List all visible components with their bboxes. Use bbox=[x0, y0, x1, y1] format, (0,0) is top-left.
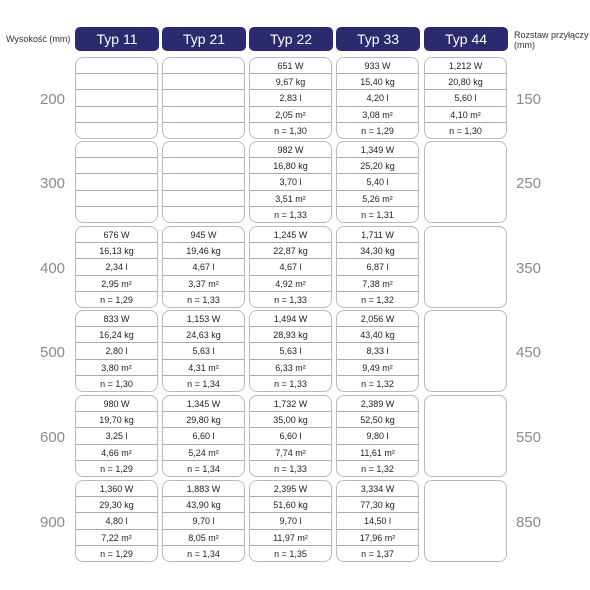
spec-cell-group bbox=[336, 395, 419, 477]
height-value: 300 bbox=[40, 175, 66, 192]
spec-value: 19,70 kg bbox=[76, 412, 157, 428]
spec-value bbox=[425, 292, 506, 308]
spec-value: 1,732 W bbox=[250, 396, 331, 412]
spec-value: 5,24 m² bbox=[163, 445, 244, 461]
spec-value bbox=[425, 513, 506, 529]
spec-value: n = 1,33 bbox=[274, 463, 307, 474]
spec-value: n = 1,32 bbox=[361, 294, 394, 305]
spec-value: 1,883 W bbox=[163, 481, 244, 497]
spec-value: 933 W bbox=[337, 58, 418, 74]
spec-value bbox=[76, 207, 157, 223]
spec-cell-group bbox=[424, 141, 507, 223]
spec-value: n = 1,35 bbox=[274, 548, 307, 559]
spec-cell-group bbox=[162, 395, 245, 477]
spec-cell-group bbox=[75, 57, 158, 139]
spec-value bbox=[76, 58, 157, 74]
spec-value: n = 1,30 bbox=[274, 125, 307, 136]
spec-value: n = 1,29 bbox=[361, 125, 394, 136]
spec-value: 6,60 l bbox=[163, 428, 244, 444]
spec-value: 9,70 l bbox=[250, 513, 331, 529]
spec-value bbox=[425, 158, 506, 174]
spec-value: n = 1,33 bbox=[274, 209, 307, 220]
spec-value: 4,10 m² bbox=[425, 107, 506, 123]
spec-value bbox=[163, 123, 244, 139]
spec-value bbox=[76, 90, 157, 106]
spec-value bbox=[76, 107, 157, 123]
spec-value: 11,61 m² bbox=[337, 445, 418, 461]
spec-value: n = 1,34 bbox=[187, 378, 220, 389]
spec-value bbox=[425, 191, 506, 207]
spec-value bbox=[425, 227, 506, 243]
height-value: 400 bbox=[40, 260, 66, 277]
spec-value: 34,30 kg bbox=[337, 243, 418, 259]
spec-value: 24,63 kg bbox=[163, 327, 244, 343]
spec-cell-group bbox=[75, 480, 158, 562]
spec-value: 1,345 W bbox=[163, 396, 244, 412]
spec-value: 833 W bbox=[76, 311, 157, 327]
spec-value: 29,80 kg bbox=[163, 412, 244, 428]
spec-value bbox=[425, 396, 506, 412]
spec-value bbox=[76, 191, 157, 207]
spec-cell-group bbox=[336, 226, 419, 308]
spacing-value: 850 bbox=[516, 514, 542, 531]
spec-value: n = 1,33 bbox=[187, 294, 220, 305]
spec-value: 9,80 l bbox=[337, 428, 418, 444]
spec-value: 2,80 l bbox=[76, 343, 157, 359]
spec-cell-group bbox=[249, 226, 332, 308]
spec-value: 77,30 kg bbox=[337, 497, 418, 513]
spec-value: 16,24 kg bbox=[76, 327, 157, 343]
spec-value: 945 W bbox=[163, 227, 244, 243]
spec-value: 7,22 m² bbox=[76, 530, 157, 546]
spec-cell-group bbox=[336, 141, 419, 223]
spec-value: 7,38 m² bbox=[337, 276, 418, 292]
spec-cell-group bbox=[162, 57, 245, 139]
spec-value: 2,056 W bbox=[337, 311, 418, 327]
spec-value bbox=[425, 412, 506, 428]
height-column-label: Wysokość (mm) bbox=[6, 34, 71, 44]
spec-value: 51,60 kg bbox=[250, 497, 331, 513]
spec-value: 8,33 l bbox=[337, 343, 418, 359]
spec-value bbox=[76, 123, 157, 139]
spec-value: n = 1,37 bbox=[361, 548, 394, 559]
spec-cell-group bbox=[162, 141, 245, 223]
spec-value bbox=[425, 259, 506, 275]
spec-value: 676 W bbox=[76, 227, 157, 243]
spec-cell-group bbox=[336, 310, 419, 392]
spec-value: 35,00 kg bbox=[250, 412, 331, 428]
spec-value: 9,67 kg bbox=[250, 74, 331, 90]
spec-cell-group bbox=[424, 57, 507, 139]
spec-cell-group bbox=[249, 310, 332, 392]
spec-value: 7,74 m² bbox=[250, 445, 331, 461]
spec-value bbox=[425, 174, 506, 190]
spec-value: 11,97 m² bbox=[250, 530, 331, 546]
spec-value: 3,70 l bbox=[250, 174, 331, 190]
spec-value: n = 1,34 bbox=[187, 463, 220, 474]
spec-cell-group bbox=[424, 310, 507, 392]
spec-value: 3,25 l bbox=[76, 428, 157, 444]
spec-cell-group bbox=[424, 226, 507, 308]
spec-value: 3,51 m² bbox=[250, 191, 331, 207]
spec-value bbox=[163, 90, 244, 106]
spec-value bbox=[425, 142, 506, 158]
spec-value: n = 1,31 bbox=[361, 209, 394, 220]
spec-cell-group bbox=[249, 57, 332, 139]
spacing-value: 550 bbox=[516, 429, 542, 446]
spacing-value: 250 bbox=[516, 175, 542, 192]
spec-value bbox=[163, 107, 244, 123]
spec-value bbox=[425, 530, 506, 546]
spec-value: n = 1,29 bbox=[100, 548, 133, 559]
spec-value bbox=[163, 191, 244, 207]
spec-value: 4,80 l bbox=[76, 513, 157, 529]
spec-cell-group bbox=[249, 395, 332, 477]
spec-value bbox=[425, 428, 506, 444]
type-header: Typ 11 bbox=[75, 27, 159, 51]
spec-value: n = 1,34 bbox=[187, 548, 220, 559]
spec-value: 5,60 l bbox=[425, 90, 506, 106]
spec-value bbox=[425, 360, 506, 376]
spec-value: 52,50 kg bbox=[337, 412, 418, 428]
spec-cell-group bbox=[249, 480, 332, 562]
spec-value: n = 1,33 bbox=[274, 378, 307, 389]
spec-value bbox=[425, 546, 506, 562]
spec-value: 43,40 kg bbox=[337, 327, 418, 343]
spec-value: 4,92 m² bbox=[250, 276, 331, 292]
spec-value bbox=[425, 327, 506, 343]
spec-cell-group bbox=[75, 226, 158, 308]
spec-value: 1,494 W bbox=[250, 311, 331, 327]
spec-cell-group bbox=[162, 310, 245, 392]
spec-value bbox=[163, 158, 244, 174]
spec-value: 28,93 kg bbox=[250, 327, 331, 343]
spacing-label-line: Rozstaw przyłączy bbox=[514, 30, 589, 40]
spec-value: 2,34 l bbox=[76, 259, 157, 275]
spec-value: 1,360 W bbox=[76, 481, 157, 497]
spec-value: 16,80 kg bbox=[250, 158, 331, 174]
spec-value: 2,95 m² bbox=[76, 276, 157, 292]
spec-value: 980 W bbox=[76, 396, 157, 412]
spec-value: 22,87 kg bbox=[250, 243, 331, 259]
spec-value bbox=[163, 142, 244, 158]
spec-value: 2,83 l bbox=[250, 90, 331, 106]
spec-value: 14,50 l bbox=[337, 513, 418, 529]
spec-cell-group bbox=[75, 310, 158, 392]
spec-value bbox=[425, 461, 506, 477]
spec-value: 3,08 m² bbox=[337, 107, 418, 123]
height-value: 600 bbox=[40, 429, 66, 446]
spec-value: 19,46 kg bbox=[163, 243, 244, 259]
spec-value: 5,63 l bbox=[250, 343, 331, 359]
spec-value: n = 1,30 bbox=[100, 378, 133, 389]
spec-value bbox=[425, 343, 506, 359]
spec-value: 1,349 W bbox=[337, 142, 418, 158]
spec-value bbox=[425, 207, 506, 223]
spec-value: 5,40 l bbox=[337, 174, 418, 190]
spec-value: 4,67 l bbox=[250, 259, 331, 275]
spec-value: 5,26 m² bbox=[337, 191, 418, 207]
spec-value: 982 W bbox=[250, 142, 331, 158]
spec-cell-group bbox=[162, 226, 245, 308]
spec-value: 4,67 l bbox=[163, 259, 244, 275]
spec-value bbox=[163, 74, 244, 90]
spec-value: 1,245 W bbox=[250, 227, 331, 243]
spec-value: 29,30 kg bbox=[76, 497, 157, 513]
spec-cell-group bbox=[424, 395, 507, 477]
spec-value bbox=[425, 497, 506, 513]
spec-cell-group bbox=[75, 395, 158, 477]
spec-value bbox=[425, 445, 506, 461]
spec-value: n = 1,30 bbox=[449, 125, 482, 136]
spec-value: 9,49 m² bbox=[337, 360, 418, 376]
spec-value bbox=[425, 376, 506, 392]
spec-value: n = 1,32 bbox=[361, 463, 394, 474]
spec-value: 6,33 m² bbox=[250, 360, 331, 376]
spacing-value: 350 bbox=[516, 260, 542, 277]
type-header: Typ 22 bbox=[249, 27, 333, 51]
spec-value bbox=[163, 174, 244, 190]
spec-cell-group bbox=[162, 480, 245, 562]
spec-value: 3,80 m² bbox=[76, 360, 157, 376]
spec-value bbox=[76, 142, 157, 158]
type-header: Typ 33 bbox=[336, 27, 420, 51]
spec-value bbox=[163, 58, 244, 74]
spec-value: 5,63 l bbox=[163, 343, 244, 359]
spacing-value: 450 bbox=[516, 344, 542, 361]
spec-value bbox=[425, 311, 506, 327]
spec-cell-group bbox=[336, 57, 419, 139]
spec-value: 3,334 W bbox=[337, 481, 418, 497]
spec-value bbox=[425, 243, 506, 259]
spec-value: 6,87 l bbox=[337, 259, 418, 275]
spec-value: 4,31 m² bbox=[163, 360, 244, 376]
spec-value: 20,80 kg bbox=[425, 74, 506, 90]
spec-value: 1,711 W bbox=[337, 227, 418, 243]
spec-value: n = 1,29 bbox=[100, 294, 133, 305]
spec-value: 4,20 l bbox=[337, 90, 418, 106]
spec-value bbox=[76, 174, 157, 190]
spec-value bbox=[76, 158, 157, 174]
spec-value: 43,90 kg bbox=[163, 497, 244, 513]
spec-value: 2,389 W bbox=[337, 396, 418, 412]
type-header: Typ 44 bbox=[424, 27, 508, 51]
spec-value: 16,13 kg bbox=[76, 243, 157, 259]
spec-value: 1,153 W bbox=[163, 311, 244, 327]
spec-value: n = 1,29 bbox=[100, 463, 133, 474]
spec-value bbox=[425, 481, 506, 497]
spec-value bbox=[163, 207, 244, 223]
spec-value: 4,66 m² bbox=[76, 445, 157, 461]
spec-value: 17,96 m² bbox=[337, 530, 418, 546]
type-header: Typ 21 bbox=[162, 27, 246, 51]
spacing-value: 150 bbox=[516, 91, 542, 108]
spec-value: 3,37 m² bbox=[163, 276, 244, 292]
spec-cell-group bbox=[336, 480, 419, 562]
spacing-column-label bbox=[514, 30, 589, 50]
spec-value: n = 1,33 bbox=[274, 294, 307, 305]
spec-value bbox=[425, 276, 506, 292]
spec-value bbox=[76, 74, 157, 90]
height-value: 200 bbox=[40, 91, 66, 108]
height-value: 500 bbox=[40, 344, 66, 361]
height-value: 900 bbox=[40, 514, 66, 531]
spec-value: 2,05 m² bbox=[250, 107, 331, 123]
spec-value: 15,40 kg bbox=[337, 74, 418, 90]
spec-value: 2,395 W bbox=[250, 481, 331, 497]
spec-value: 9,70 l bbox=[163, 513, 244, 529]
spec-value: 25,20 kg bbox=[337, 158, 418, 174]
spec-cell-group bbox=[249, 141, 332, 223]
spec-cell-group bbox=[75, 141, 158, 223]
spec-value: 1,212 W bbox=[425, 58, 506, 74]
spec-value: 651 W bbox=[250, 58, 331, 74]
spec-value: 8,05 m² bbox=[163, 530, 244, 546]
spec-value: 6,60 l bbox=[250, 428, 331, 444]
spacing-label-line: (mm) bbox=[514, 40, 535, 50]
spec-value: n = 1,32 bbox=[361, 378, 394, 389]
spec-cell-group bbox=[424, 480, 507, 562]
